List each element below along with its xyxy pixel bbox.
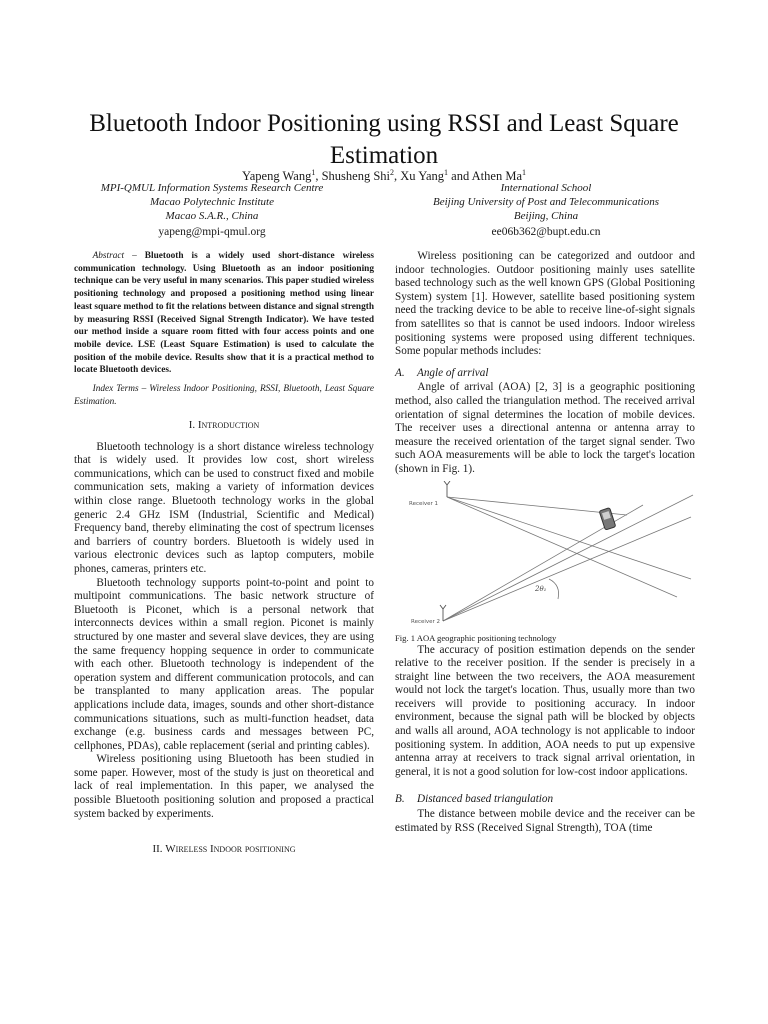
- subsection-letter: B.: [395, 793, 405, 806]
- author-name: Athen Ma: [471, 169, 522, 184]
- affiliation-line: Beijing University of Post and Telecommunications: [433, 196, 659, 208]
- section-title: Introduction: [197, 419, 260, 432]
- aoa-figure: [395, 481, 695, 631]
- subsection-letter: A.: [395, 366, 405, 379]
- antenna-icon: [440, 605, 446, 621]
- subsection-title: Angle of arrival: [417, 366, 489, 379]
- receiver-label: Receiver 1: [409, 500, 439, 507]
- aoa-diagram: [395, 481, 695, 631]
- author-separator: ,: [394, 169, 401, 184]
- affiliation-line: International School: [500, 182, 592, 194]
- figure-caption: Fig. 1 AOA geographic positioning technology: [395, 632, 557, 643]
- mobile-device-icon: [599, 507, 616, 529]
- receiver-label: Receiver 2: [411, 618, 441, 625]
- author-email: ee06b362@bupt.edu.cn: [491, 226, 601, 238]
- subsection-heading-triangulation: [395, 793, 695, 807]
- author-separator: ,: [315, 169, 322, 184]
- bearing-line: [443, 517, 691, 621]
- author-affiliation-mark: 1: [522, 168, 526, 177]
- author-name: Shusheng Shi: [321, 169, 391, 184]
- author-name: Xu Yang: [400, 169, 445, 184]
- bearing-line: [443, 495, 693, 621]
- subsection-heading-aoa: [395, 367, 695, 381]
- affiliation-left: [47, 181, 377, 239]
- angle-arc: [549, 579, 559, 599]
- index-terms: Index Terms – Wireless Indoor Positioning, RSSI, Bluetooth, Least Square Estimation.: [74, 384, 374, 408]
- body-paragraph: Bluetooth technology is a short distance wireless technology that is widely used. It provides low cost, short wireless communications, which can be used to construct fixed and mobile communication sets, making a variety of information devices within close range. Bluetooth technology works in the global generic 2.4 GHz ISM (Industrial, Scientific and Medical) Frequency band, thereby eliminating the cost of spectrum licenses and barriers of country borders. Bluetooth is widely used in various electronic devices such as laptop computers, mobile phones, cameras, printers etc.: [74, 440, 374, 575]
- bearing-line: [447, 497, 677, 597]
- body-paragraph: Wireless positioning can be categorized and outdoor and indoor technologies. Outdoor positioning mainly uses satellite based technology such as the well known GPS (Global Positioning System) system [1]. However, satellite based positioning system need the tracking device to be able to receive line-of-sight signals from satellites so that is cannot be used indoors. Indoor wireless positioning systems were proposed using different techniques. Some popular methods includes:: [395, 250, 695, 358]
- author-affiliation-mark: 1: [444, 168, 449, 177]
- author-separator: and: [448, 169, 472, 184]
- abstract-label: Abstract –: [92, 251, 137, 261]
- antenna-icon: [444, 481, 450, 497]
- abstract-text: Bluetooth is a widely used short-distance wireless communication technology. Using Bluetooth as an indoor positioning technique can be very useful in many scenarios. This paper studied wireless positioning technology and proposed a positioning method using linear least square method to fit the relations between distance and signal strength by measuring RSSI (Received Signal Strength Indicator). We have tested our method inside a square room fitted with four access points and one mobile device. LSE (Least Square Estimation) is used to calculate the position of the mobile device. Results show that it is a practical method to locate Bluetooth devices.: [74, 251, 374, 376]
- affiliation-line: MPI-QMUL Information Systems Research Centre: [100, 182, 324, 194]
- section-number: II.: [152, 843, 163, 856]
- paper-title: Bluetooth Indoor Positioning using RSSI and Least Square Estimation: [89, 110, 679, 169]
- right-column: [395, 250, 695, 835]
- affiliation-line: Macao Polytechnic Institute: [149, 196, 274, 208]
- abstract: [74, 250, 374, 377]
- author-affiliation-mark: 1: [311, 168, 316, 177]
- angle-label: 2θ₁: [535, 584, 547, 593]
- affiliation-line: Beijing, China: [513, 210, 579, 222]
- left-column: [74, 250, 374, 865]
- affiliation-line: Macao S.A.R., China: [165, 210, 259, 222]
- subsection-title: Distanced based triangulation: [417, 793, 554, 806]
- body-paragraph: The accuracy of position estimation depends on the sender relative to the receiver position. If the sender is precisely in a straight line between the two receivers, the AOA measurement would not lock the target's location. Thus, usually more than two receivers will provide to positioning accuracy. In indoor environment, because the signal path will be blocked by objects and walls all around, AOA technology is not applicable to indoor positioning system. In addition, AOA needs to put up expensive antenna array at receivers to track signal arrival orientation, in general, it is not a good solution for low-cost indoor applications.: [395, 643, 695, 778]
- body-paragraph: Angle of arrival (AOA) [2, 3] is a geographic positioning method, also called the triangulation method. The received arrival orientation of signal determines the location of mobile devices. The receiver uses a directional antenna or antenna array to measure the received orientation of the target signal sender. Two such AOA measurements will be able to lock the target's location (shown in Fig. 1).: [395, 381, 695, 475]
- body-paragraph: The distance between mobile device and the receiver can be estimated by RSS (Received Signal Strength), TOA (time: [395, 808, 695, 834]
- author-name: Yapeng Wang: [241, 169, 312, 184]
- body-paragraph: Bluetooth technology supports point-to-point and point to multipoint communications. The basic network structure of Bluetooth is Piconet, which is a personal network that interconnects devices within a small region. Piconet is mainly structured by one master and several slave devices, they are using the same frequency hopping sequence in order to communicate with each other. Bluetooth technology is independent of the operation system and different communication protocols, and can be transplanted to many application areas. The popular applications include data, images, sounds and other short-distance communications situations, such as multi-function headset, data exchange (e.g. business cards and messages between PC, cellphones, PDAs), cable replacement (serial and printing cables).: [74, 576, 374, 752]
- section-heading-introduction: [74, 419, 374, 433]
- section-title: Wireless Indoor positioning: [165, 843, 296, 856]
- section-number: I.: [188, 419, 196, 432]
- author-email: yapeng@mpi-qmul.org: [158, 226, 266, 238]
- section-heading-wireless: [74, 843, 374, 857]
- body-paragraph: Wireless positioning using Bluetooth has been studied in some paper. However, most of the study is just on theoretical and lack of real implementation. In this paper, we analysed the possible Bluetooth positioning solution and proposed a practical system backed by experiments.: [74, 753, 374, 820]
- affiliation-right: [381, 181, 711, 239]
- author-affiliation-mark: 2: [390, 168, 395, 177]
